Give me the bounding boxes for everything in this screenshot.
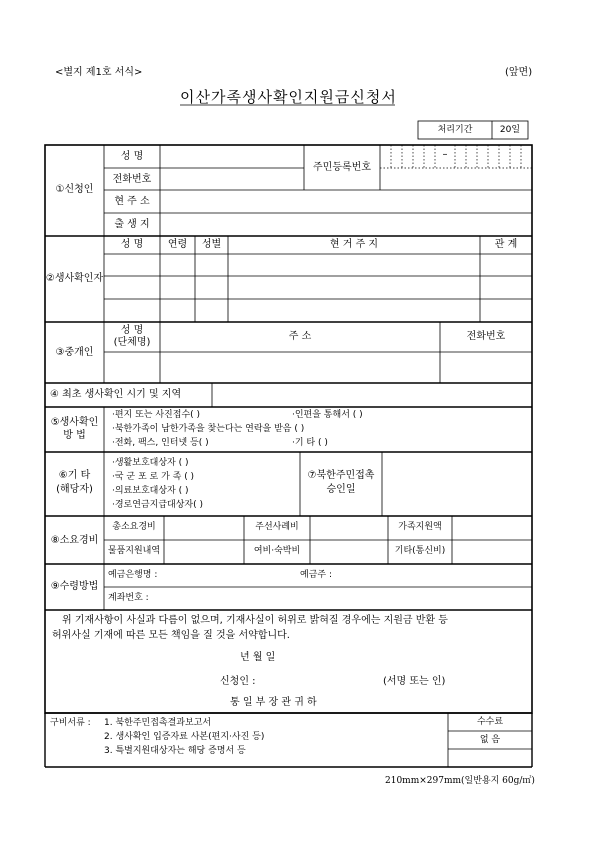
other-pension-option[interactable]: ·경로연금지급대상자( ) <box>112 500 203 510</box>
applicant-phone-field[interactable] <box>161 169 303 189</box>
broker-address-label: 주 소 <box>288 331 312 342</box>
pledge-line-2: 허위사실 기재에 따른 모든 책임을 질 것을 서약합니다. <box>52 630 290 641</box>
other-pow-family-option[interactable]: ·국 군 포 로 가 족 ( ) <box>112 472 195 482</box>
cost-family-support-label: 가족지원액 <box>398 522 442 532</box>
confirmee-col-name: 성 명 <box>120 239 144 250</box>
section-applicant-label: ①신청인 <box>55 184 94 195</box>
pledge-date: 년 월 일 <box>240 652 276 663</box>
fee-label: 수수료 <box>476 717 504 727</box>
section-other-label: ⑥기 타 <box>58 470 91 481</box>
confirmee-col-residence: 현 거 주 지 <box>329 239 379 250</box>
contact-approval-label-2: 승인일 <box>326 484 356 495</box>
cost-family-support-field[interactable] <box>453 517 531 539</box>
section-method-label-2: 방 법 <box>63 430 86 441</box>
page-title: 이산가족생사확인지원금신청서 <box>180 88 397 106</box>
account-number-label: 계좌번호 : <box>108 593 149 603</box>
cost-etc-label: 기타(통신비) <box>394 546 446 556</box>
cost-total-label: 총소요경비 <box>112 522 156 532</box>
method-letter-photo-option[interactable]: ·편지 또는 사진접수( ) <box>112 410 201 420</box>
section-confirmee-label: ②생사확인자 <box>45 273 104 284</box>
confirmee-col-age: 연령 <box>167 239 188 250</box>
broker-phone-label: 전화번호 <box>466 331 506 342</box>
cost-travel-field[interactable] <box>311 541 387 563</box>
cost-goods-label: 물품지원내역 <box>107 546 161 556</box>
pledge-recipient: 통 일 부 장 관 귀 하 <box>230 697 317 708</box>
cost-goods-field[interactable] <box>165 541 243 563</box>
section-other-label-2: (해당자) <box>56 484 93 495</box>
documents-label: 구비서류 : <box>50 718 91 728</box>
account-holder-label: 예금주 : <box>300 570 332 580</box>
cost-broker-fee-label: 주선사례비 <box>255 522 299 532</box>
applicant-rrn-label: 주민등록번호 <box>313 162 371 173</box>
confirmee-col-sex: 성별 <box>201 239 222 250</box>
applicant-phone-label: 전화번호 <box>112 174 152 185</box>
paper-spec: 210mm×297mm(일반용지 60g/㎡) <box>385 776 535 786</box>
applicant-birthplace-label: 출 생 지 <box>114 219 150 230</box>
contact-approval-field[interactable] <box>383 453 531 515</box>
bank-name-field[interactable] <box>170 565 290 586</box>
applicant-address-field[interactable] <box>161 191 531 212</box>
first-confirmation-label: ④ 최초 생사확인 시기 및 지역 <box>50 389 182 400</box>
contact-approval-label: ⑦북한주민접촉 <box>307 470 375 481</box>
applicant-rrn-field[interactable] <box>381 146 531 189</box>
document-item-3: 3. 특별지원대상자는 해당 증명서 등 <box>104 746 246 756</box>
cost-travel-label: 여비·숙박비 <box>253 546 301 556</box>
section-costs-label: ⑧소요경비 <box>50 535 99 546</box>
applicant-name-field[interactable] <box>161 146 303 167</box>
broker-name-label: 성 명 <box>120 325 144 336</box>
section-broker-label: ③중개인 <box>55 347 94 358</box>
other-medical-aid-option[interactable]: ·의료보호대상자 ( ) <box>112 486 189 496</box>
method-messenger-option[interactable]: ·인편을 통해서 ( ) <box>292 410 363 420</box>
section-method-label: ⑤생사확인 <box>50 417 99 428</box>
first-confirmation-field[interactable] <box>213 384 531 406</box>
account-number-field[interactable] <box>160 588 530 609</box>
other-livelihood-option[interactable]: ·생활보호대상자 ( ) <box>112 458 189 468</box>
broker-entry-row[interactable] <box>105 353 531 382</box>
broker-org-label: (단체명) <box>113 337 151 348</box>
section-receipt-label: ⑨수령방법 <box>50 581 99 592</box>
document-item-1: 1. 북한주민접촉결과보고서 <box>104 718 212 728</box>
cost-etc-field[interactable] <box>453 541 531 563</box>
form-number: <별지 제1호 서식> <box>55 67 143 78</box>
processing-period-value: 20일 <box>499 125 521 135</box>
fee-value: 없 음 <box>479 735 501 745</box>
rrn-dash: – <box>442 149 448 160</box>
processing-period-label: 처리기간 <box>437 125 473 135</box>
applicant-address-label: 현 주 소 <box>114 196 150 207</box>
cost-broker-fee-field[interactable] <box>311 517 387 539</box>
applicant-name-label: 성 명 <box>120 151 144 162</box>
method-phone-fax-option[interactable]: ·전화, 팩스, 인터넷 등( ) <box>112 438 209 448</box>
bank-name-label: 예금은행명 : <box>108 570 158 580</box>
page-side-label: (앞면) <box>505 67 533 78</box>
cost-total-field[interactable] <box>165 517 243 539</box>
pledge-applicant-label: 신청인 : <box>220 676 256 687</box>
applicant-birthplace-field[interactable] <box>161 214 531 235</box>
pledge-sign-label: (서명 또는 인) <box>383 676 446 687</box>
pledge-line-1: 위 기재사항이 사실과 다름이 없으며, 기재사실이 허위로 밝혀질 경우에는 지원금 반환 등 <box>62 615 448 626</box>
pledge-applicant-field[interactable] <box>270 672 380 690</box>
method-other-option[interactable]: ·기 타 ( ) <box>292 438 328 448</box>
account-holder-field[interactable] <box>345 565 530 586</box>
confirmee-col-relation: 관 계 <box>494 239 518 250</box>
method-contact-received-option[interactable]: ·북한가족이 남한가족을 찾는다는 연락을 받음 ( ) <box>112 424 305 434</box>
confirmee-rows-area[interactable] <box>105 255 531 321</box>
document-item-2: 2. 생사확인 입증자료 사본(편지·사진 등) <box>104 732 265 742</box>
